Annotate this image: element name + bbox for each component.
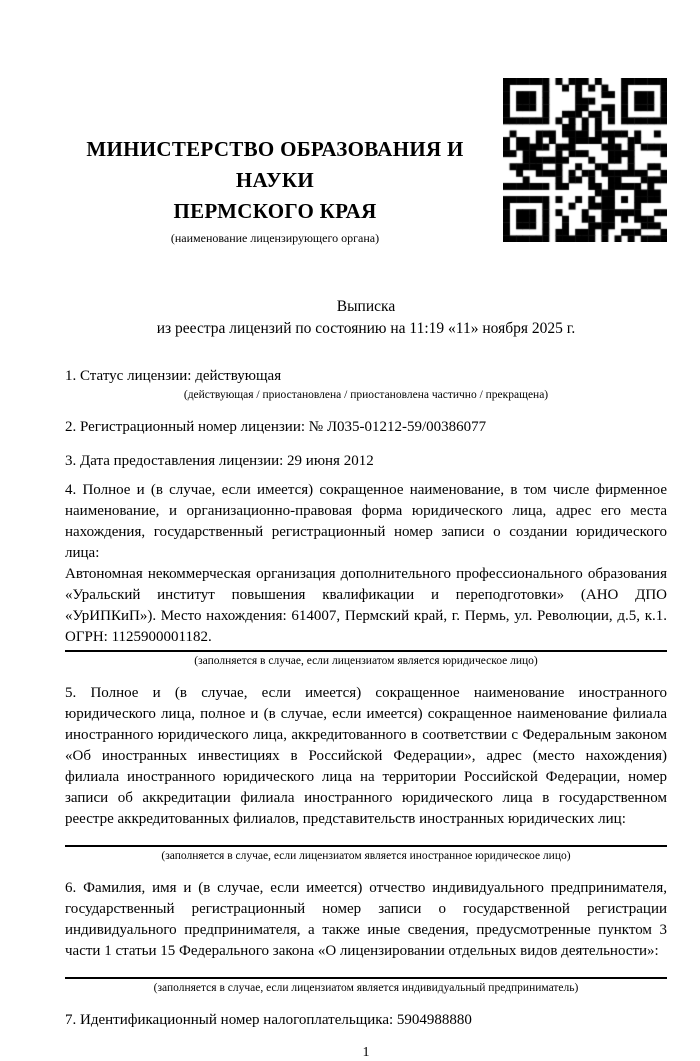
item-foreign-entity-text: 5. Полное и (в случае, если имеется) сокращенное наименование иностранного юридического лица, полное и (в случае, если имеется) сокращенное наименование филиала иностранного юридического лица, аккредитованного в соответствии с Федеральным законом «Об иностранных инвестициях в Российской Федерации», адрес (место нахождения) филиала иностранного юридического лица на территории Российской Федерации, номер записи об аккредитации филиала иностранного юридического лица в государственном реестре аккредитованных филиалов, представительств иностранных юридических лиц: [65,685,667,827]
document-title [65,296,667,340]
document-header [65,78,667,246]
blank-answer-space [65,830,667,843]
blank-answer-space [65,962,667,975]
item-license-status-text: 1. Статус лицензии: действующая [65,368,282,384]
page-number: 1 [362,1045,370,1060]
item-grant-date [65,451,667,472]
item-legal-entity-value: Автономная некоммерческая организация дополнительного профессионального образования «Уральский институт повышения квалификации и переподготовки» (АНО ДПО «УрИПКиП»). Место нахождения: 614007, Пермский край, г. Пермь, ул. Революции, д.5, к.1. ОГРН: 1125900001182. [65,566,667,645]
licensing-authority [65,78,503,246]
item-legal-entity [65,480,667,670]
item-foreign-entity [65,683,667,865]
item-legal-entity-rule-caption: (заполняется в случае, если лицензиатом является юридическое лицо) [194,655,538,667]
fill-in-rule [65,845,667,847]
fill-in-rule [65,977,667,979]
ministry-name-line1: МИНИСТЕРСТВО ОБРАЗОВАНИЯ И НАУКИ [86,137,464,192]
item-license-status-options: (действующая / приостановлена / приостановлена частично / прекращена) [183,389,549,401]
item-legal-entity-text: 4. Полное и (в случае, если имеется) сокращенное наименование, в том числе фирменное наименование, и организационно-правовая форма юридического лица, адрес его места нахождения, государственный регистрационный номер записи о создании юридического лица: [65,482,667,561]
item-individual-entrepreneur [65,878,667,997]
item-foreign-entity-rule-caption: (заполняется в случае, если лицензиатом является иностранное юридическое лицо) [161,850,571,862]
item-taxpayer-number [65,1010,667,1031]
document-title-line2: из реестра лицензий по состоянию на 11:19 «11» ноября 2025 г. [156,320,576,337]
item-grant-date-text: 3. Дата предоставления лицензии: 29 июня 2012 [65,453,374,469]
fill-in-rule [65,650,667,652]
ministry-name-line2: ПЕРМСКОГО КРАЯ [173,199,377,223]
item-individual-entrepreneur-rule-caption: (заполняется в случае, если лицензиатом является индивидуальный предприниматель) [153,982,579,994]
item-license-status [65,366,667,404]
qr-code-icon [503,78,667,242]
document-title-line1: Выписка [336,298,396,315]
item-registration-number [65,417,667,438]
extract-items [65,366,667,1031]
item-taxpayer-number-text: 7. Идентификационный номер налогоплательщика: 5904988880 [65,1012,472,1028]
qr-code [503,78,667,242]
item-registration-number-text: 2. Регистрационный номер лицензии: № Л035-01212-59/00386077 [65,419,487,435]
ministry-caption: (наименование лицензирующего органа) [170,231,380,245]
item-individual-entrepreneur-text: 6. Фамилия, имя и (в случае, если имеется) отчество индивидуального предпринимателя, государственный регистрационный номер записи о государственной регистрации индивидуального предпринимателя, а также иные сведения, предусмотренные пунктом 3 части 1 статьи 15 Федерального закона «О лицензировании отдельных видов деятельности»: [65,880,667,959]
